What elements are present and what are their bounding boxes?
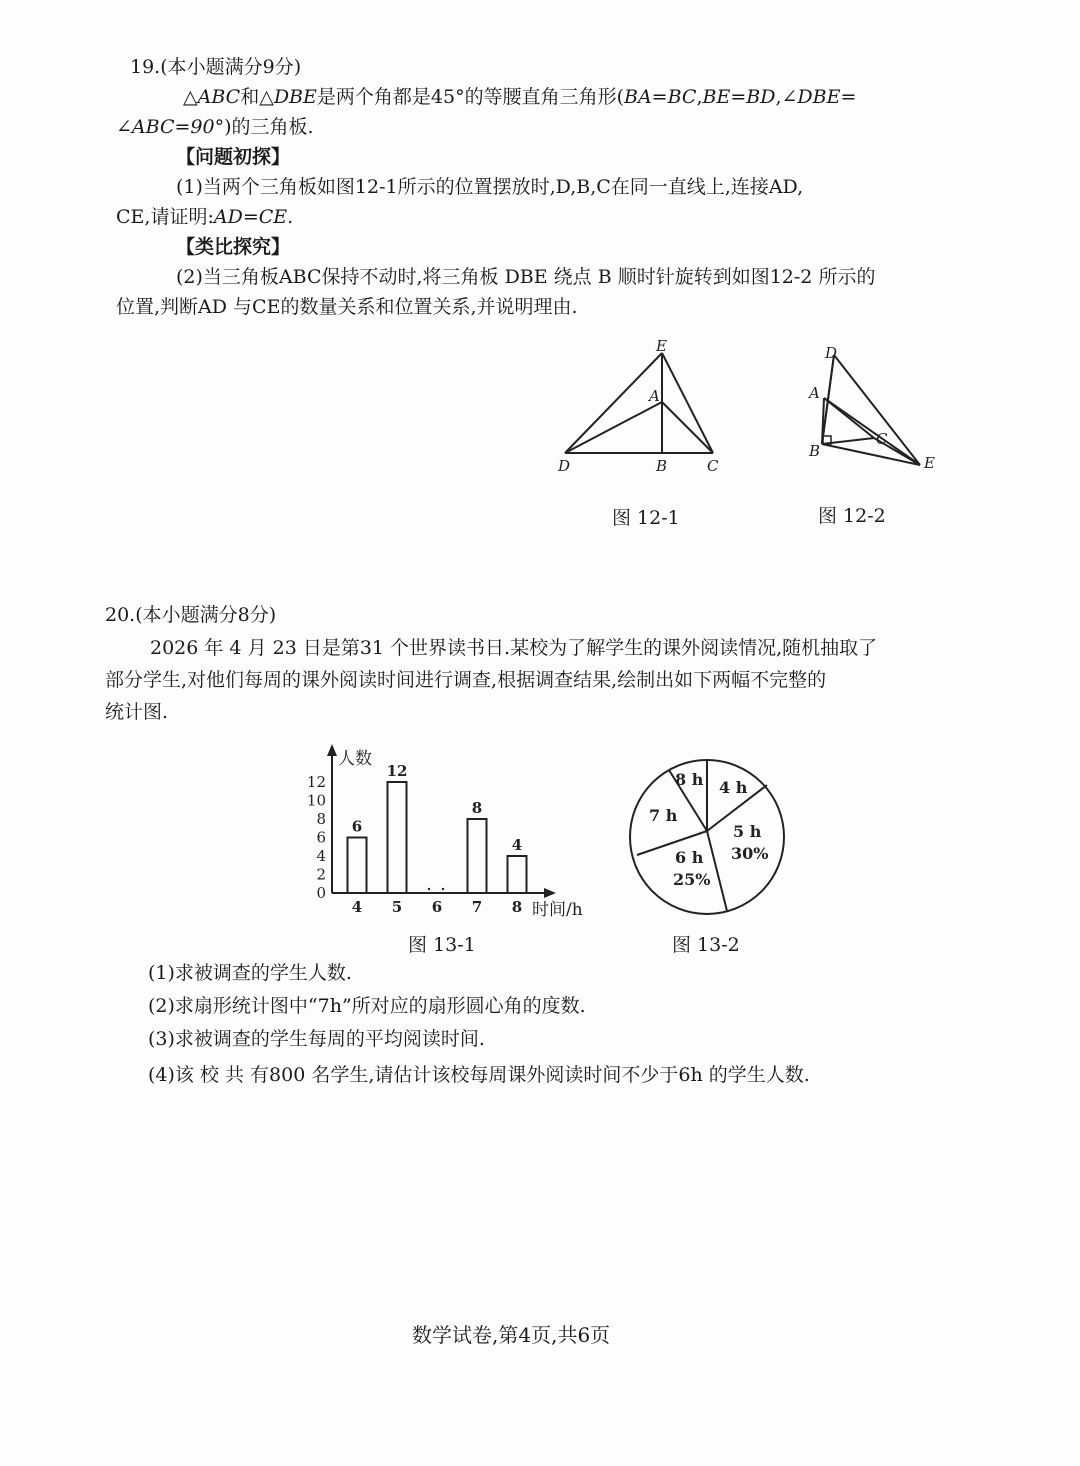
segment-ec (662, 353, 713, 453)
pie-chart-caption: 图 13-2 (672, 934, 740, 956)
bar-chart-13-1 (290, 740, 600, 925)
q20-question-2: (2)求扇形统计图中“7h”所对应的扇形圆心角的度数. (148, 995, 586, 1017)
text-fragment: △ (183, 86, 198, 108)
missing-bar-dot (428, 888, 430, 890)
triangle-dbe: DBE (273, 86, 317, 108)
q19-part1-line2 (116, 202, 293, 232)
bar-8h (508, 856, 527, 893)
text-fragment: 是两个角都是45°的等腰直角三角形( (316, 86, 624, 108)
y-tick-label: 10 (306, 791, 326, 810)
x-tick-label: 4 (351, 898, 363, 916)
x-tick-label: 5 (391, 898, 403, 916)
figure-12-2-caption: 图 12-2 (818, 505, 886, 527)
q19-part2-line2: 位置,判断AD 与CE的数量关系和位置关系,并说明理由. (116, 296, 578, 318)
page-footer: 数学试卷,第4页,共6页 (412, 1323, 611, 1347)
slice-label-7h: 7 h (649, 806, 678, 825)
q19-header (130, 52, 301, 82)
triangle-abc: ABC (197, 86, 241, 108)
bar-value-label: 12 (386, 762, 408, 780)
segment-bc (822, 438, 874, 444)
label-e: E (656, 337, 667, 355)
label-c: C (707, 457, 719, 475)
q20-header (105, 600, 276, 630)
bar-chart-caption: 图 13-1 (408, 934, 476, 956)
slice-label-8h: 8 h (675, 770, 704, 789)
section-heading-2: 【类比探究】 (176, 236, 291, 258)
slice-percent-6h: 25% (673, 870, 711, 889)
section-heading-1: 【问题初探】 (176, 146, 291, 168)
y-tick-label: 2 (316, 865, 326, 884)
slice-label-5h: 5 h (733, 822, 762, 841)
text-fragment: , (775, 86, 782, 108)
figure-12-2 (800, 340, 950, 480)
q20-question-4: (4)该 校 共 有800 名学生,请估计该校每周课外阅读时间不少于6h 的学生人数. (148, 1064, 810, 1086)
text-fragment: CE,请证明: (116, 206, 214, 228)
bar-5h (388, 782, 407, 893)
bar-value-label: 4 (511, 836, 523, 854)
y-tick-label: 4 (316, 847, 326, 865)
label-b: B (809, 442, 821, 460)
q19-intro-line1 (183, 82, 856, 112)
text-fragment: , (696, 86, 703, 108)
label-a: A (809, 384, 820, 402)
equation: AD=CE. (213, 206, 294, 228)
x-tick-label: 7 (471, 898, 483, 916)
y-tick-label: 8 (316, 810, 326, 828)
q20-number: 20. (105, 604, 136, 626)
q20-score: (本小题满分8分) (135, 604, 277, 626)
label-d: D (558, 457, 571, 475)
text-fragment: 和△ (240, 86, 274, 108)
segment-de (565, 353, 662, 453)
label-b: B (656, 457, 668, 475)
q19-number: 19. (130, 56, 161, 78)
q20-para-line1: 2026 年 4 月 23 日是第31 个世界读书日.某校为了解学生的课外阅读情况,随机抽取了 (150, 637, 878, 659)
bar-value-label: 6 (351, 817, 363, 836)
condition: ∠ABC=90° (116, 116, 225, 138)
segment-ac (662, 402, 713, 453)
y-tick-label: 12 (306, 773, 326, 791)
slice-label-6h: 6 h (675, 848, 704, 867)
slice-percent-5h: 30% (731, 844, 769, 863)
y-axis-arrow (327, 744, 337, 756)
segment-da (565, 402, 662, 453)
label-e: E (924, 454, 935, 472)
condition: BE=BD (702, 86, 776, 108)
x-axis-arrow (544, 888, 556, 898)
slice-label-4h: 4 h (719, 778, 748, 797)
missing-bar-dot (442, 888, 444, 890)
condition: ∠DBE= (781, 86, 857, 108)
y-tick-label: 6 (316, 828, 326, 847)
q20-para-line2: 部分学生,对他们每周的课外阅读时间进行调查,根据调查结果,绘制出如下两幅不完整的 (105, 669, 827, 691)
pie-chart-13-2 (625, 755, 790, 920)
label-c: C (876, 430, 888, 448)
x-tick-label: 8 (511, 898, 523, 916)
bar-value-label: 8 (471, 799, 483, 817)
figure-12-1 (550, 335, 740, 480)
x-axis-label: 时间/h (532, 900, 583, 920)
q19-part1-line1: (1)当两个三角板如图12-1所示的位置摆放时,D,B,C在同一直线上,连接AD, (176, 176, 804, 198)
bar-7h (468, 819, 487, 893)
label-d: D (825, 344, 838, 362)
y-tick-label: 0 (316, 884, 326, 902)
x-tick-label: 6 (431, 898, 443, 916)
figure-12-1-caption: 图 12-1 (612, 507, 680, 529)
condition: BA=BC (624, 86, 697, 108)
q19-part2-line1: (2)当三角板ABC保持不动时,将三角板 DBE 绕点 B 顺时针旋转到如图12-2 所示的 (176, 266, 876, 288)
q20-question-3: (3)求被调查的学生每周的平均阅读时间. (148, 1028, 485, 1050)
q20-question-1: (1)求被调查的学生人数. (148, 962, 352, 984)
q19-intro-line2 (116, 112, 314, 142)
q19-score: (本小题满分9分) (160, 56, 302, 78)
label-a: A (649, 387, 660, 405)
y-axis-label: 人数 (338, 749, 372, 769)
q20-para-line3: 统计图. (105, 701, 169, 723)
bar-4h (348, 838, 367, 894)
text-fragment: )的三角板. (224, 116, 314, 138)
